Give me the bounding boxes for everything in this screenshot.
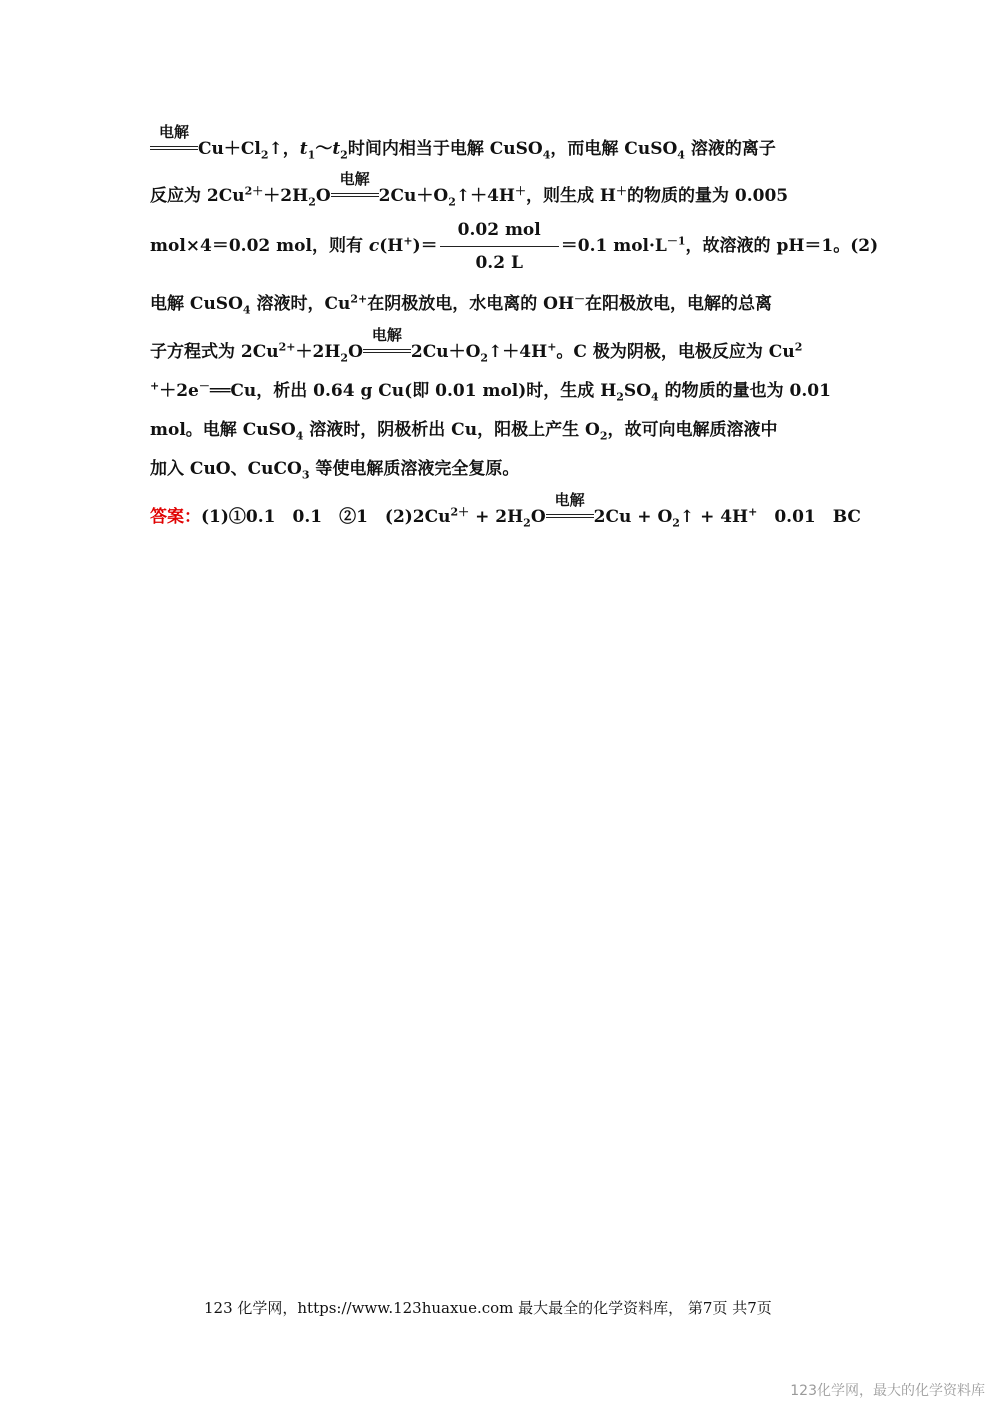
watermark: 123化学网，最大的化学资料库	[790, 1383, 985, 1399]
answer-label: 答案：	[150, 507, 201, 527]
paragraph-line-1: 电解 $Cu+Cl_2↑$，$t_1\sim t_2$时间内相当于电解 CuSO$_4$，而电解 CuSO$_4$ 溶液的离子	[150, 134, 776, 159]
fraction-numerator: 0.02 mol	[440, 220, 559, 247]
electrolysis-arrow: 电解	[150, 139, 198, 159]
paragraph-line-4: 电解 CuSO$_4$ 溶液时，$Cu^{2+}$在阴极放电，水电离的 OH－在阳极放电，电解的总离	[150, 292, 773, 317]
electrolysis-arrow: 电解	[546, 507, 594, 527]
electrolysis-arrow: 电解	[331, 186, 379, 206]
paragraph-line-7: mol。电解 CuSO$_4$ 溶液时，阴极析出 Cu，阳极上产生 $O_2$，故可向电解质溶液中	[150, 420, 778, 443]
paragraph-line-5: 子方程式为 $2Cu^{2+}+2H_2O$ 电解 $2Cu+O_2↑+4H^+$。C 极为阴极，电极反应为 Cu$^2$	[150, 326, 803, 365]
fraction	[440, 220, 559, 273]
paragraph-line-3: mol×4＝0.02 mol，则有 c(H+)＝ $\frac{\text{0.02 mol}}{0.2 L}$ ＝0.1 $mol\cdot L^{-1}$，故溶液的 pH＝1。(2)	[150, 220, 879, 273]
electrolysis-arrow: 电解	[363, 342, 411, 362]
page-footer: 123 化学网，https://www.123huaxue.com 最大最全的化学资料库， 第7页 共7页	[204, 1299, 772, 1317]
fraction-denominator: 0.2 L	[475, 253, 523, 273]
answer-line: 答案：(1)①0.1 0.1 ②1 $(2)2Cu^{2+} + 2H_2O$ 电解 $2Cu + O_2↑ + 4H^+$ 0.01 BC	[150, 491, 861, 530]
paragraph-line-8: 加入 CuO、CuCO$_3$ 等使电解质溶液完全复原。	[150, 459, 520, 482]
paragraph-line-6: +＋2e－══Cu，析出 0.64 g Cu(即 0.01 mol)时，生成 $H_2SO_4$ 的物质的量也为 0.01	[150, 379, 831, 404]
paragraph-line-2: 反应为 $2Cu^{2+}+2H_2O$ 电解 $2Cu+O_2↑+4H^+$，则生成 H＋的物质的量为 0.005	[150, 170, 789, 209]
